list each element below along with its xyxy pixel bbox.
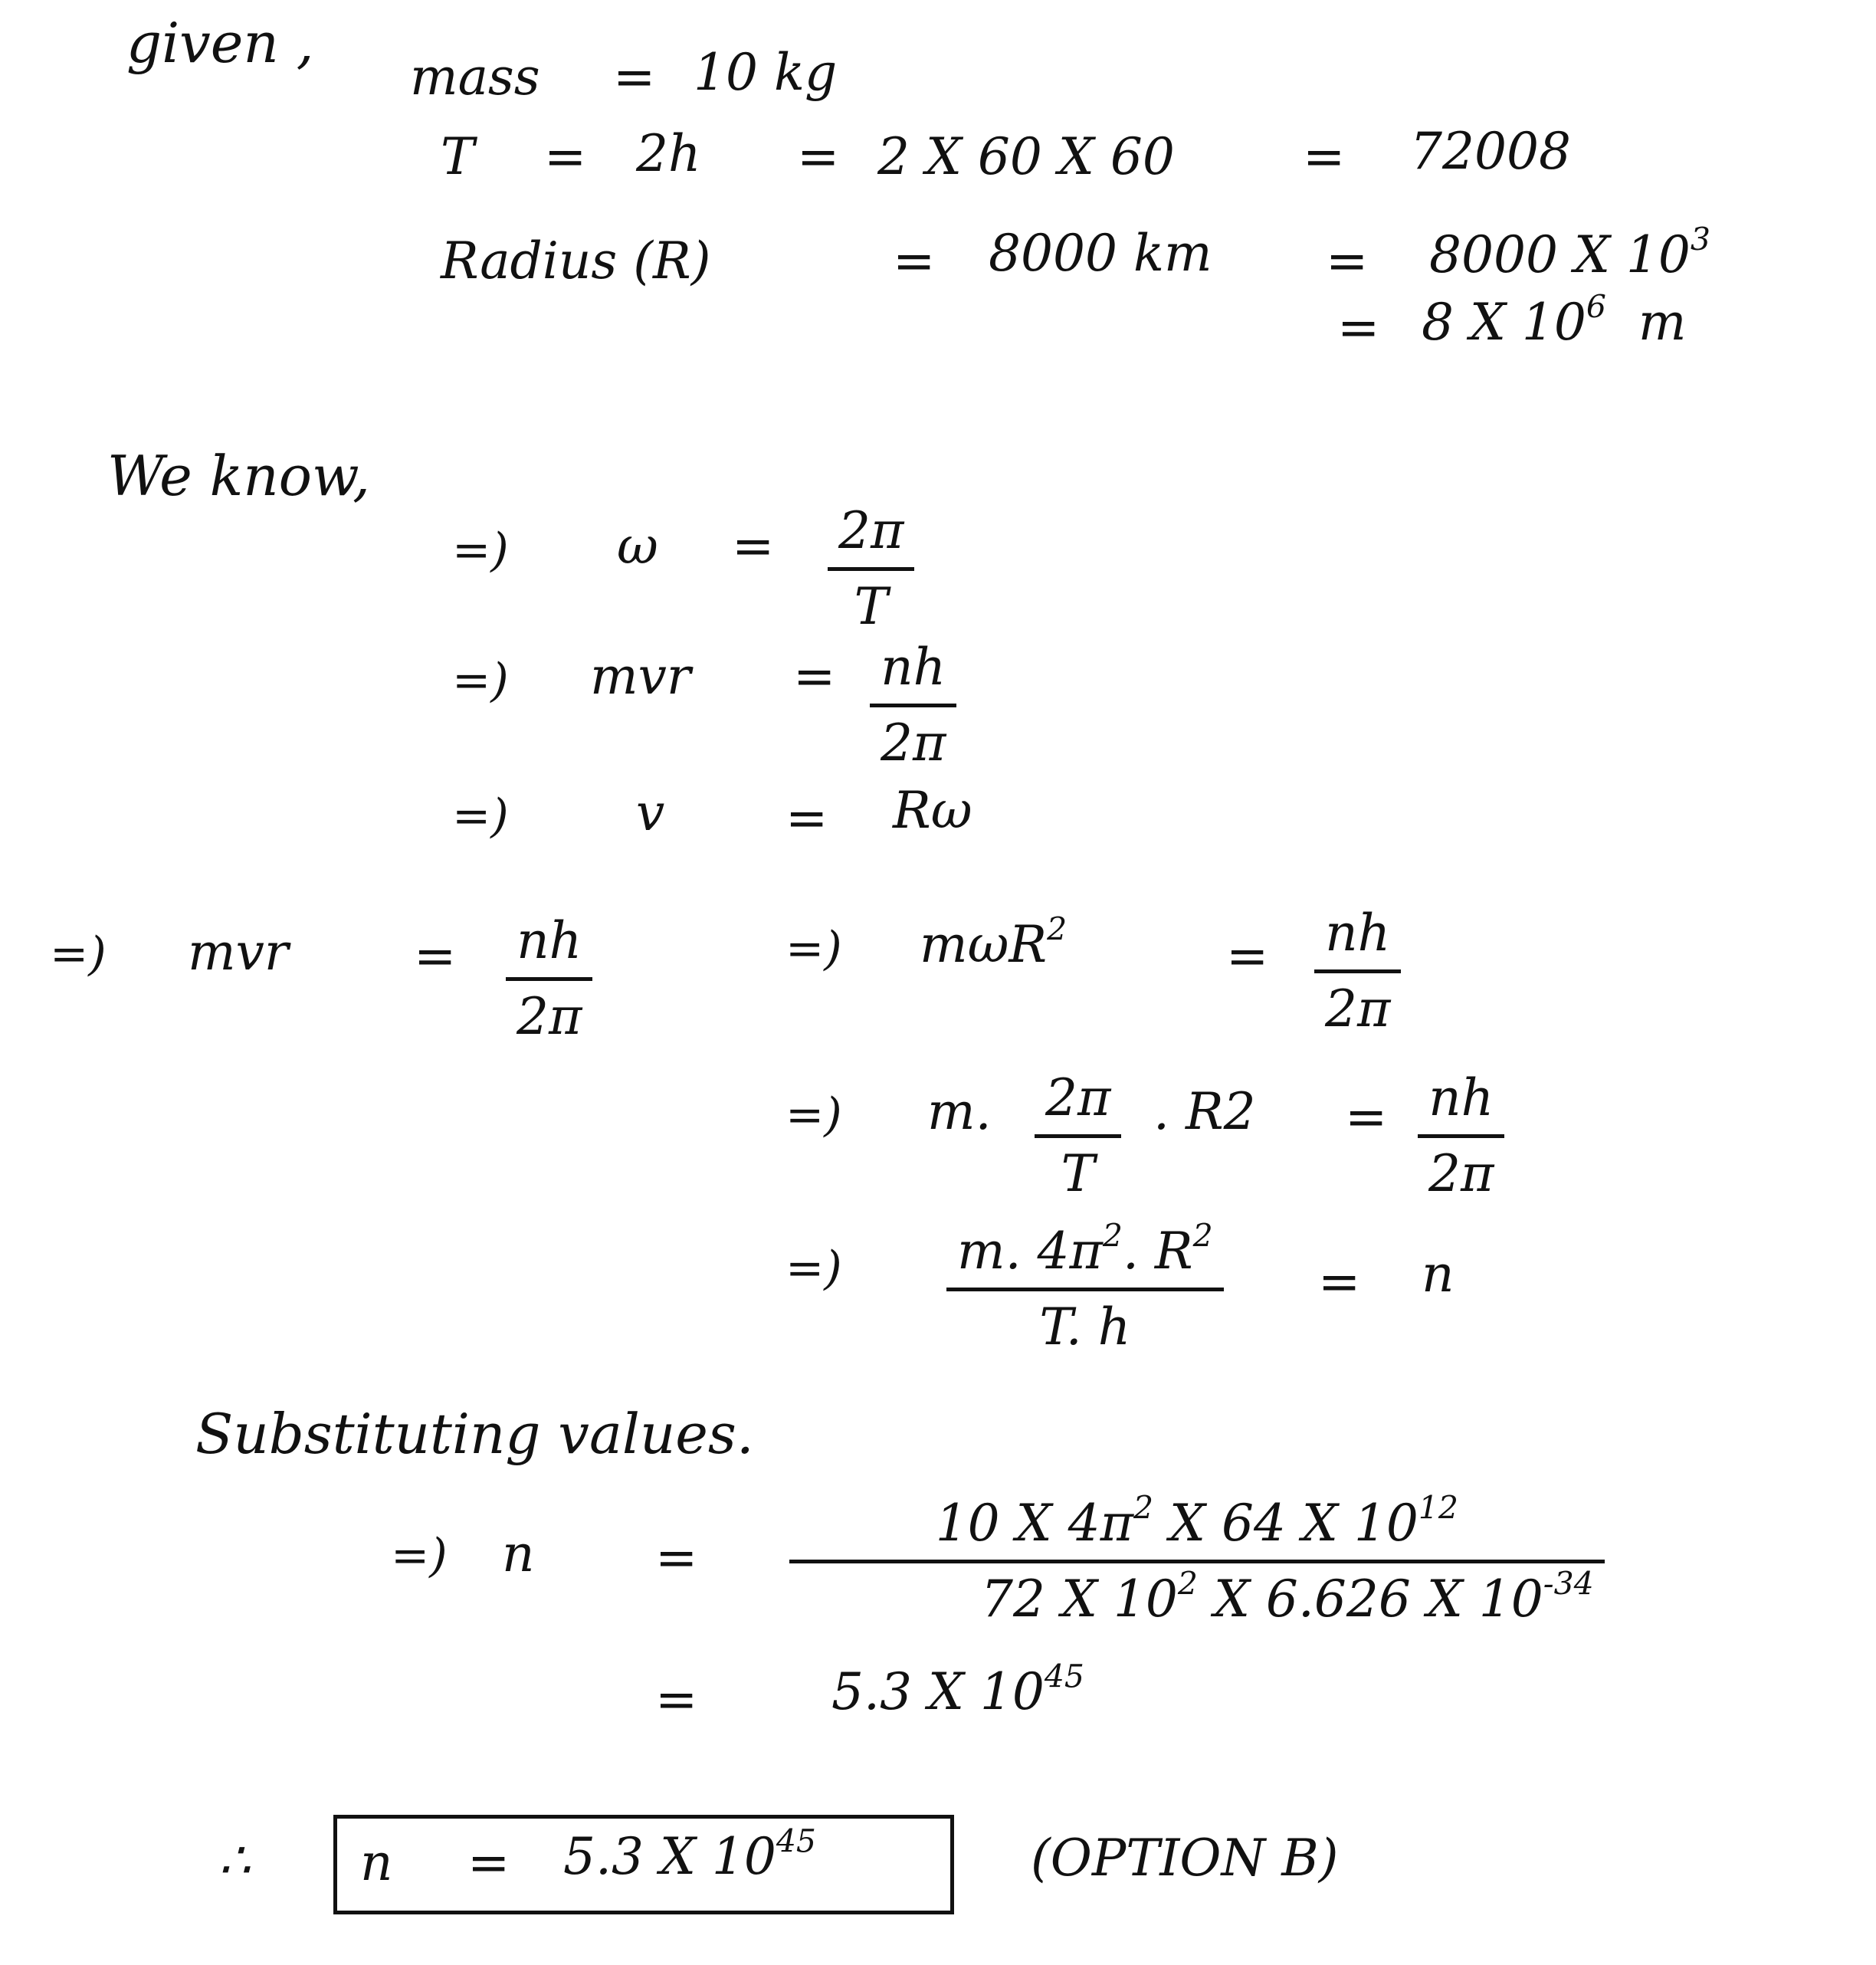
implies-arrow: =) bbox=[50, 927, 107, 981]
substitution-numerator: 10 X $4\pi^2$ X 64 X $10^{12}$ bbox=[935, 1489, 1458, 1553]
step2-numerator: nh bbox=[1428, 1068, 1494, 1127]
velocity-rhs: Rω bbox=[893, 781, 972, 840]
derivation-fraction bbox=[506, 911, 592, 1046]
step2-inner-fraction bbox=[1035, 1068, 1121, 1203]
velocity-lhs: v bbox=[636, 783, 665, 842]
radius-equals-2: = bbox=[1326, 231, 1369, 290]
period-equals-1: = bbox=[544, 127, 587, 186]
radius-si: 8 X $10^6$ m bbox=[1422, 288, 1687, 352]
substitution-denominator: 72 X $10^2$ X 6.626 X $10^{-34}$ bbox=[981, 1565, 1594, 1629]
implies-arrow: =) bbox=[785, 1088, 842, 1142]
step2-inner-denominator: T bbox=[1061, 1144, 1095, 1203]
implies-arrow: =) bbox=[785, 922, 842, 976]
result-equals: = bbox=[655, 1670, 698, 1729]
step2-mass: m. bbox=[927, 1082, 992, 1141]
radius-equals-1: = bbox=[893, 231, 936, 290]
step1-lhs: mωR$^2$ bbox=[920, 910, 1068, 974]
derivation-lhs: mvr bbox=[188, 923, 289, 982]
answer-equals: = bbox=[467, 1833, 510, 1892]
step2-radius: . R2 bbox=[1153, 1082, 1256, 1141]
mass-value: 10 kg bbox=[694, 43, 838, 102]
period-symbol: T bbox=[441, 127, 475, 186]
period-hours: 2h bbox=[636, 124, 701, 183]
angmom-fraction bbox=[870, 638, 956, 773]
period-equals-2: = bbox=[797, 127, 840, 186]
omega-fraction bbox=[828, 501, 914, 636]
step1-fraction bbox=[1314, 904, 1401, 1038]
derivation-equals: = bbox=[414, 927, 457, 986]
angmom-denominator: 2π bbox=[881, 714, 946, 773]
omega-numerator: 2π bbox=[838, 501, 904, 560]
derivation-denominator: 2π bbox=[517, 987, 582, 1046]
radius-equals-3: = bbox=[1337, 298, 1380, 357]
omega-denominator: T bbox=[854, 577, 888, 636]
step1-equals: = bbox=[1226, 927, 1269, 986]
result-value: 5.3 X $10^{45}$ bbox=[831, 1658, 1084, 1721]
mass-label: mass bbox=[410, 48, 540, 107]
step2-denominator: 2π bbox=[1428, 1144, 1494, 1203]
omega-equals: = bbox=[732, 517, 775, 576]
step3-numerator: m. $4\pi^2$. $R^2$ bbox=[957, 1217, 1213, 1281]
angmom-equals: = bbox=[793, 647, 836, 706]
implies-arrow: =) bbox=[452, 654, 509, 707]
derivation-numerator: nh bbox=[517, 911, 582, 970]
implies-arrow: =) bbox=[391, 1529, 448, 1583]
answer-option: (OPTION B) bbox=[1031, 1829, 1339, 1888]
step1-numerator: nh bbox=[1325, 904, 1391, 963]
given-label: given , bbox=[126, 11, 314, 75]
angmom-numerator: nh bbox=[881, 638, 946, 697]
step3-rhs: n bbox=[1422, 1245, 1455, 1304]
implies-arrow: =) bbox=[452, 523, 509, 577]
velocity-equals: = bbox=[785, 789, 828, 848]
substitution-equals: = bbox=[655, 1528, 698, 1587]
answer-lhs: n bbox=[360, 1833, 393, 1892]
step3-fraction bbox=[946, 1217, 1224, 1356]
period-expression: 2 X 60 X 60 bbox=[877, 127, 1175, 186]
period-equals-3: = bbox=[1303, 127, 1346, 186]
radius-conversion: 8000 X $10^3$ bbox=[1429, 221, 1710, 284]
step3-equals: = bbox=[1318, 1252, 1361, 1311]
answer-value: 5.3 X $10^{45}$ bbox=[563, 1822, 816, 1886]
step2-fraction bbox=[1418, 1068, 1504, 1203]
substituting-label: Substituting values. bbox=[195, 1402, 754, 1466]
step1-denominator: 2π bbox=[1325, 979, 1391, 1038]
we-know-label: We know, bbox=[107, 444, 370, 508]
step2-inner-numerator: 2π bbox=[1045, 1068, 1111, 1127]
angmom-lhs: mvr bbox=[590, 647, 691, 706]
omega-symbol: ω bbox=[617, 517, 658, 576]
mass-equals: = bbox=[613, 48, 656, 107]
period-result: 72008 bbox=[1410, 122, 1571, 181]
radius-value-km: 8000 km bbox=[989, 224, 1212, 283]
substitution-lhs: n bbox=[502, 1524, 535, 1583]
radius-label: Radius (R) bbox=[441, 231, 711, 290]
therefore-symbol: ∴ bbox=[218, 1831, 251, 1890]
substitution-fraction bbox=[789, 1489, 1605, 1629]
implies-arrow: =) bbox=[452, 789, 509, 843]
step2-equals: = bbox=[1345, 1087, 1388, 1147]
implies-arrow: =) bbox=[785, 1242, 842, 1295]
step3-denominator: T. h bbox=[1039, 1297, 1131, 1356]
